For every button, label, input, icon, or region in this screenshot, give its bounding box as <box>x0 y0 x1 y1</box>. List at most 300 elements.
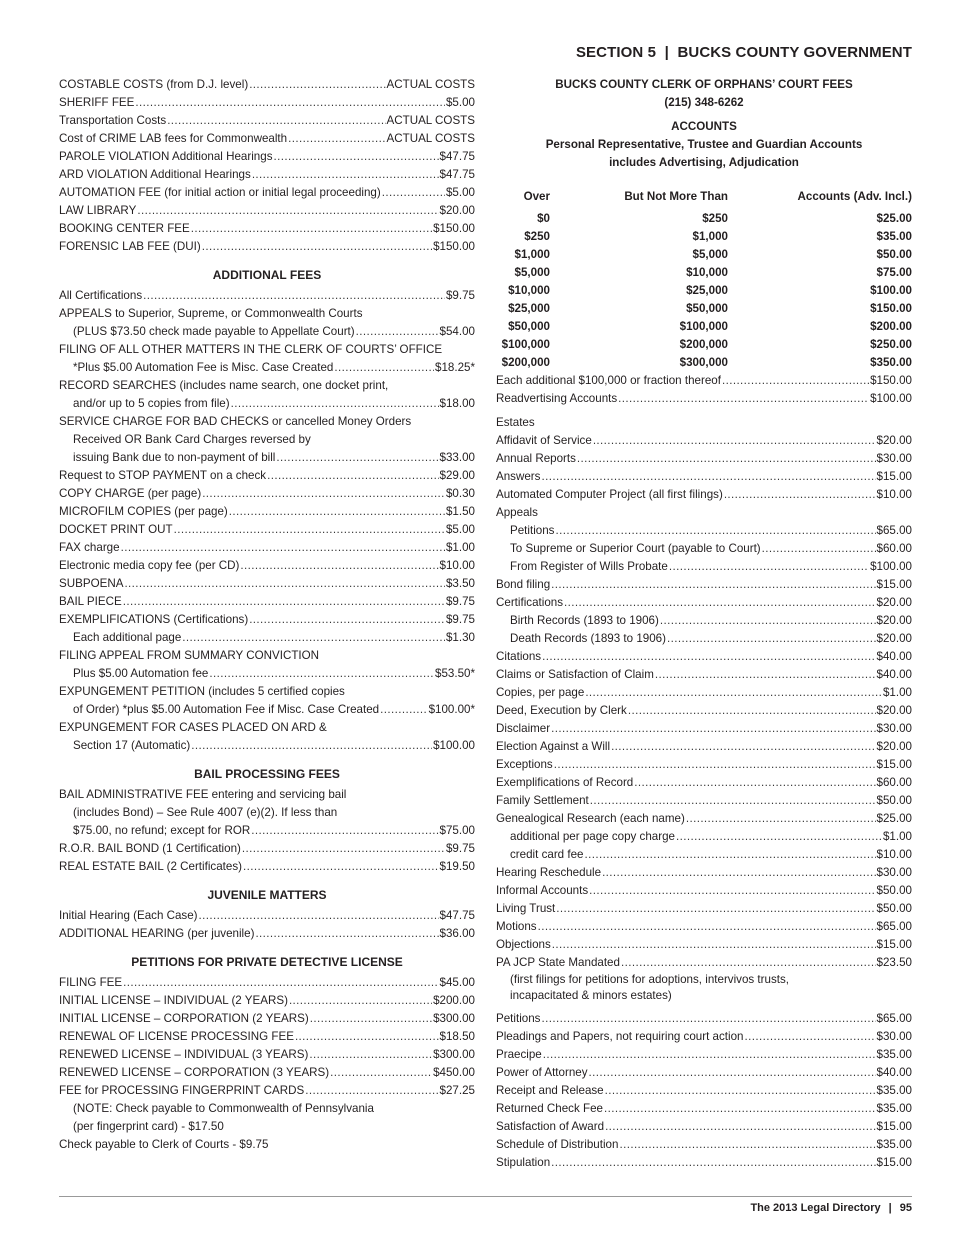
fee-label: DOCKET PRINT OUT <box>59 523 173 536</box>
fee-label: Power of Attorney <box>496 1066 588 1079</box>
accounts-table-row <box>496 246 912 264</box>
section-header <box>576 44 912 61</box>
fee-label: Disclaimer <box>496 722 551 735</box>
accounts-title: ACCOUNTS <box>671 120 737 133</box>
fee-amount: $47.75 <box>439 150 475 163</box>
section-title: BUCKS COUNTY GOVERNMENT <box>677 44 912 61</box>
fee-amount: $300.00 <box>433 1012 475 1025</box>
leader-dots <box>555 522 875 540</box>
fee-label: additional per page copy charge <box>510 830 676 843</box>
section-heading: JUVENILE MATTERS <box>207 888 327 902</box>
fee-label: Section 17 (Automatic) <box>73 739 191 752</box>
leader-dots <box>124 575 445 593</box>
fee-amount: $200.00 <box>433 994 475 1007</box>
fee-label: Pleadings and Papers, not requiring court action <box>496 1030 744 1043</box>
table-cell: $250 <box>524 230 550 243</box>
fee-row <box>59 840 475 858</box>
fee-row <box>496 666 912 684</box>
fee-label: ARD VIOLATION Additional Hearings <box>59 168 251 181</box>
fee-amount: $1.00 <box>445 541 475 554</box>
column-header: But Not More Than <box>624 190 728 203</box>
leader-dots <box>143 287 445 305</box>
leader-dots <box>191 220 432 238</box>
fee-row <box>59 557 475 575</box>
leader-dots <box>191 737 432 755</box>
fee-row <box>59 907 475 925</box>
leader-dots <box>722 372 869 390</box>
fee-label: Living Trust <box>496 902 556 915</box>
leader-dots <box>619 1136 875 1154</box>
fee-row <box>59 701 475 719</box>
accounts-table-row <box>496 282 912 300</box>
fee-amount: $9.75 <box>445 613 475 626</box>
fee-row <box>496 1028 912 1046</box>
leader-dots <box>231 395 439 413</box>
fee-amount: $20.00 <box>876 740 912 753</box>
fee-amount: $1.00 <box>882 686 912 699</box>
fee-row <box>496 576 912 594</box>
fee-label: PA JCP State Mandated <box>496 956 620 969</box>
fee-row <box>59 112 475 130</box>
fee-label: EXEMPLIFICATIONS (Certifications) <box>59 613 249 626</box>
fee-label: Claims or Satisfaction of Claim <box>496 668 654 681</box>
leader-dots <box>554 756 876 774</box>
footer-divider: | <box>888 1202 892 1214</box>
fee-amount: $30.00 <box>876 452 912 465</box>
fee-amount: $15.00 <box>876 938 912 951</box>
table-cell: $350.00 <box>870 356 912 369</box>
fee-amount: $35.00 <box>876 1138 912 1151</box>
fee-row <box>496 954 912 972</box>
leader-dots <box>667 630 876 648</box>
leader-dots <box>382 184 445 202</box>
leader-dots <box>123 593 445 611</box>
leader-dots <box>541 468 875 486</box>
fee-label: Hearing Reschedule <box>496 866 602 879</box>
fee-row <box>496 648 912 666</box>
fee-amount: $5.00 <box>445 96 475 109</box>
table-cell: $0 <box>537 212 550 225</box>
fee-row <box>59 238 475 256</box>
fee-label: Affidavit of Service <box>496 434 592 447</box>
fee-amount: $100.00 <box>433 739 475 752</box>
fee-amount: $65.00 <box>876 524 912 537</box>
fee-row <box>496 882 912 900</box>
fee-label: FORENSIC LAB FEE (DUI) <box>59 240 201 253</box>
text-line: APPEALS to Superior, Supreme, or Commonwealth Courts <box>59 307 363 320</box>
office-phone: (215) 348-6262 <box>664 96 744 109</box>
table-cell: $25,000 <box>508 302 550 315</box>
leader-dots <box>552 936 876 954</box>
table-cell: $10,000 <box>686 266 728 279</box>
fee-row <box>59 220 475 238</box>
accounts-table-header <box>496 188 912 206</box>
fee-row <box>59 992 475 1010</box>
fee-label: Death Records (1893 to 1906) <box>510 632 666 645</box>
fee-amount: $150.00 <box>433 222 475 235</box>
fee-label: Objections <box>496 938 551 951</box>
fee-label: Motions <box>496 920 537 933</box>
leader-dots <box>255 925 438 943</box>
fee-label: Schedule of Distribution <box>496 1138 619 1151</box>
estates-heading: Estates <box>496 416 535 429</box>
fee-label: Certifications <box>496 596 564 609</box>
leader-dots <box>243 858 439 876</box>
fee-label: PAROLE VIOLATION Additional Hearings <box>59 150 273 163</box>
fee-amount: $40.00 <box>876 668 912 681</box>
text-line: Received OR Bank Card Charges reversed by <box>73 433 311 446</box>
fee-amount: $15.00 <box>876 1120 912 1133</box>
fee-label: Deed, Execution by Clerk <box>496 704 627 717</box>
leader-dots <box>589 1064 876 1082</box>
fee-amount: $53.50* <box>435 667 475 680</box>
fee-label: R.O.R. BAIL BOND (1 Certification) <box>59 842 241 855</box>
fee-amount: $50.00 <box>876 902 912 915</box>
leader-dots <box>123 974 438 992</box>
text-line: (per fingerprint card) - $17.50 <box>73 1120 224 1133</box>
fee-label: SUBPOENA <box>59 577 124 590</box>
fee-amount: $50.00 <box>876 794 912 807</box>
accounts-table-row <box>496 228 912 246</box>
fee-amount: $10.00 <box>876 488 912 501</box>
leader-dots <box>288 130 385 148</box>
fee-amount: $54.00 <box>439 325 475 338</box>
fee-amount: $60.00 <box>876 776 912 789</box>
fee-amount: $100.00* <box>428 703 475 716</box>
table-cell: $1,000 <box>692 230 728 243</box>
accounts-table-row <box>496 264 912 282</box>
fee-label: ADDITIONAL HEARING (per juvenile) <box>59 927 255 940</box>
fee-row <box>59 1010 475 1028</box>
fee-label: Each additional page <box>73 631 182 644</box>
page-footer <box>750 1202 912 1214</box>
leader-dots <box>745 1028 876 1046</box>
table-cell: $10,000 <box>508 284 550 297</box>
fee-amount: $50.00 <box>876 884 912 897</box>
fee-label: Initial Hearing (Each Case) <box>59 909 198 922</box>
fee-label: Petitions <box>496 1012 541 1025</box>
fee-amount: $75.00 <box>439 824 475 837</box>
fee-amount: $35.00 <box>876 1102 912 1115</box>
fee-label: Annual Reports <box>496 452 576 465</box>
fee-label: All Certifications <box>59 289 143 302</box>
fee-row <box>496 936 912 954</box>
fee-amount: $65.00 <box>876 1012 912 1025</box>
leader-dots <box>249 76 385 94</box>
fee-row <box>59 449 475 467</box>
fee-row <box>496 486 912 504</box>
leader-dots <box>628 702 876 720</box>
fee-label: BOOKING CENTER FEE <box>59 222 190 235</box>
fee-amount: $30.00 <box>876 1030 912 1043</box>
leader-dots <box>590 792 876 810</box>
fee-row <box>496 558 912 576</box>
fee-amount: $0.30 <box>445 487 475 500</box>
table-cell: $100.00 <box>870 284 912 297</box>
fee-label: Cost of CRIME LAB fees for Commonwealth <box>59 132 288 145</box>
fee-row <box>496 630 912 648</box>
fee-label: Informal Accounts <box>496 884 589 897</box>
fee-amount: ACTUAL COSTS <box>386 132 475 145</box>
fee-label: Readvertising Accounts <box>496 392 618 405</box>
fee-label: *Plus $5.00 Automation Fee is Misc. Case Created <box>73 361 334 374</box>
fee-amount: $20.00 <box>876 704 912 717</box>
fee-row <box>496 1118 912 1136</box>
fee-row <box>59 925 475 943</box>
leader-dots <box>310 1010 432 1028</box>
fee-label: Exemplifications of Record <box>496 776 634 789</box>
fee-amount: $100.00 <box>870 560 912 573</box>
leader-dots <box>330 1064 432 1082</box>
fee-label: From Register of Wills Probate <box>510 560 668 573</box>
fee-label: Stipulation <box>496 1156 551 1169</box>
fee-amount: $40.00 <box>876 650 912 663</box>
fee-amount: $1.30 <box>445 631 475 644</box>
text-line: SERVICE CHARGE FOR BAD CHECKS or cancelled Money Orders <box>59 415 412 428</box>
column-header: Over <box>523 190 550 203</box>
jcp-note: (first filings for petitions for adoptions, intervivos trusts, <box>510 973 790 986</box>
office-title: BUCKS COUNTY CLERK OF ORPHANS’ COURT FEES <box>555 78 853 91</box>
text-line: FILING APPEAL FROM SUMMARY CONVICTION <box>59 649 320 662</box>
table-cell: $50,000 <box>508 320 550 333</box>
text-line: EXPUNGEMENT PETITION (includes 5 certified copies <box>59 685 345 698</box>
leader-dots <box>585 684 882 702</box>
section-heading: ADDITIONAL FEES <box>212 268 322 282</box>
leader-dots <box>551 720 875 738</box>
leader-dots <box>240 557 438 575</box>
leader-dots <box>249 611 445 629</box>
table-cell: $35.00 <box>876 230 912 243</box>
fee-label: Birth Records (1893 to 1906) <box>510 614 659 627</box>
fee-label: Plus $5.00 Automation fee <box>73 667 209 680</box>
fee-row <box>496 540 912 558</box>
fee-label: Copies, per page <box>496 686 585 699</box>
leader-dots <box>604 1100 876 1118</box>
fee-amount: $20.00 <box>439 204 475 217</box>
text-line: BAIL ADMINISTRATIVE FEE entering and servicing bail <box>59 788 347 801</box>
fee-row <box>496 594 912 612</box>
fee-row <box>59 575 475 593</box>
fee-row <box>496 810 912 828</box>
fee-label: Returned Check Fee <box>496 1102 603 1115</box>
fee-amount: $20.00 <box>876 596 912 609</box>
fee-label: Petitions <box>510 524 555 537</box>
fee-row <box>496 1100 912 1118</box>
appeals-heading: Appeals <box>496 506 538 519</box>
accounts-table-row <box>496 354 912 372</box>
fee-amount: $29.00 <box>439 469 475 482</box>
fee-amount: $18.50 <box>439 1030 475 1043</box>
fee-amount: $20.00 <box>876 614 912 627</box>
left-column <box>59 76 475 1154</box>
leader-dots <box>605 1118 875 1136</box>
leader-dots <box>274 148 439 166</box>
fee-label: Each additional $100,000 or fraction thereof <box>496 374 721 387</box>
table-cell: $50,000 <box>686 302 728 315</box>
fee-amount: $1.00 <box>882 830 912 843</box>
fee-label: RENEWED LICENSE – INDIVIDUAL (3 YEARS) <box>59 1048 309 1061</box>
fee-row <box>496 900 912 918</box>
leader-dots <box>242 840 445 858</box>
fee-row <box>59 148 475 166</box>
fee-label: SHERIFF FEE <box>59 96 135 109</box>
fee-amount: $36.00 <box>439 927 475 940</box>
fee-label: INITIAL LICENSE – INDIVIDUAL (2 YEARS) <box>59 994 288 1007</box>
fee-amount: $15.00 <box>876 578 912 591</box>
fee-label: MICROFILM COPIES (per page) <box>59 505 228 518</box>
fee-row <box>496 1154 912 1172</box>
table-cell: $300,000 <box>679 356 728 369</box>
leader-dots <box>137 202 438 220</box>
text-line: Check payable to Clerk of Courts - $9.75 <box>59 1138 269 1151</box>
fee-label: issuing Bank due to non-payment of bill <box>73 451 276 464</box>
fee-amount: ACTUAL COSTS <box>386 78 475 91</box>
fee-row <box>496 1082 912 1100</box>
text-line: FILING OF ALL OTHER MATTERS IN THE CLERK OF COURTS’ OFFICE <box>59 343 443 356</box>
fee-row <box>59 359 475 377</box>
page-number: 95 <box>899 1202 912 1214</box>
leader-dots <box>209 665 434 683</box>
table-cell: $200,000 <box>501 356 550 369</box>
fee-amount: $30.00 <box>876 722 912 735</box>
table-cell: $200.00 <box>870 320 912 333</box>
fee-row <box>59 521 475 539</box>
fee-label: Genealogical Research (each name) <box>496 812 685 825</box>
text-line: EXPUNGEMENT FOR CASES PLACED ON ARD & <box>59 721 327 734</box>
section-divider: | <box>660 44 674 61</box>
leader-dots <box>577 450 876 468</box>
table-cell: $25,000 <box>686 284 728 297</box>
fee-row <box>496 522 912 540</box>
fee-label: Request to STOP PAYMENT on a check <box>59 469 267 482</box>
leader-dots <box>229 503 445 521</box>
fee-amount: $25.00 <box>876 812 912 825</box>
fee-amount: $9.75 <box>445 842 475 855</box>
fee-amount: $10.00 <box>876 848 912 861</box>
fee-amount: $5.00 <box>445 523 475 536</box>
fee-row <box>496 846 912 864</box>
fee-row <box>59 130 475 148</box>
fee-label: RENEWAL OF LICENSE PROCESSING FEE <box>59 1030 294 1043</box>
fee-amount: ACTUAL COSTS <box>386 114 475 127</box>
leader-dots <box>135 94 445 112</box>
fee-amount: $5.00 <box>445 186 475 199</box>
fee-label: Citations <box>496 650 542 663</box>
fee-row <box>496 702 912 720</box>
fee-row <box>496 468 912 486</box>
fee-row <box>59 593 475 611</box>
leader-dots <box>660 612 876 630</box>
table-cell: $150.00 <box>870 302 912 315</box>
leader-dots <box>551 1154 875 1172</box>
fee-amount: $47.75 <box>439 168 475 181</box>
fee-row <box>59 76 475 94</box>
table-cell: $25.00 <box>876 212 912 225</box>
leader-dots <box>602 864 875 882</box>
fee-label: Election Against a Will <box>496 740 611 753</box>
table-cell: $75.00 <box>876 266 912 279</box>
leader-dots <box>669 558 869 576</box>
fee-row <box>496 918 912 936</box>
fee-row <box>59 665 475 683</box>
section-number: SECTION 5 <box>575 44 657 61</box>
fee-amount: $60.00 <box>876 542 912 555</box>
leader-dots <box>252 166 439 184</box>
leader-dots <box>593 432 876 450</box>
fee-row <box>59 539 475 557</box>
accounts-subtitle: Personal Representative, Trustee and Guardian Accounts <box>545 138 863 151</box>
fee-label: INITIAL LICENSE – CORPORATION (2 YEARS) <box>59 1012 309 1025</box>
table-cell: $200,000 <box>679 338 728 351</box>
fee-amount: $10.00 <box>439 559 475 572</box>
publication-name: The 2013 Legal Directory <box>750 1202 881 1214</box>
table-cell: $100,000 <box>501 338 550 351</box>
fee-row <box>59 1082 475 1100</box>
fee-amount: $300.00 <box>433 1048 475 1061</box>
fee-amount: $9.75 <box>445 289 475 302</box>
fee-label: credit card fee <box>510 848 584 861</box>
table-cell: $250.00 <box>870 338 912 351</box>
leader-dots <box>542 648 875 666</box>
fee-row <box>496 1064 912 1082</box>
leader-dots <box>305 1082 438 1100</box>
fee-label: LAW LIBRARY <box>59 204 137 217</box>
fee-row <box>496 720 912 738</box>
fee-row <box>59 287 475 305</box>
section-heading: PETITIONS FOR PRIVATE DETECTIVE LICENSE <box>131 955 403 969</box>
leader-dots <box>655 666 876 684</box>
fee-row <box>496 612 912 630</box>
fee-row <box>59 1046 475 1064</box>
fee-amount: $47.75 <box>439 909 475 922</box>
fee-amount: $30.00 <box>876 866 912 879</box>
section-heading: BAIL PROCESSING FEES <box>194 767 340 781</box>
fee-label: Praecipe <box>496 1048 542 1061</box>
leader-dots <box>202 485 445 503</box>
leader-dots <box>543 1046 876 1064</box>
fee-amount: $15.00 <box>876 470 912 483</box>
fee-amount: $27.25 <box>439 1084 475 1097</box>
column-header: Accounts (Adv. Incl.) <box>797 190 912 203</box>
fee-label: COPY CHARGE (per page) <box>59 487 202 500</box>
leader-dots <box>199 907 439 925</box>
table-cell: $5,000 <box>514 266 550 279</box>
fee-amount: $20.00 <box>876 434 912 447</box>
leader-dots <box>356 323 439 341</box>
accounts-table-row <box>496 318 912 336</box>
leader-dots <box>251 822 438 840</box>
fee-row <box>496 774 912 792</box>
fee-label: RENEWED LICENSE – CORPORATION (3 YEARS) <box>59 1066 330 1079</box>
table-cell: $1,000 <box>514 248 550 261</box>
fee-row <box>496 684 912 702</box>
fee-amount: $45.00 <box>439 976 475 989</box>
leader-dots <box>267 467 438 485</box>
leader-dots <box>564 594 876 612</box>
fee-label: Electronic media copy fee (per CD) <box>59 559 240 572</box>
fee-row <box>496 1046 912 1064</box>
leader-dots <box>551 576 875 594</box>
fee-label: of Order) *plus $5.00 Automation Fee if Misc. Case Created <box>73 703 380 716</box>
fee-row <box>59 611 475 629</box>
fee-row <box>496 864 912 882</box>
leader-dots <box>121 539 445 557</box>
fee-amount: $23.50 <box>876 956 912 969</box>
leader-dots <box>289 992 432 1010</box>
fee-label: Transportation Costs <box>59 114 167 127</box>
fee-row <box>496 1010 912 1028</box>
fee-amount: $19.50 <box>439 860 475 873</box>
